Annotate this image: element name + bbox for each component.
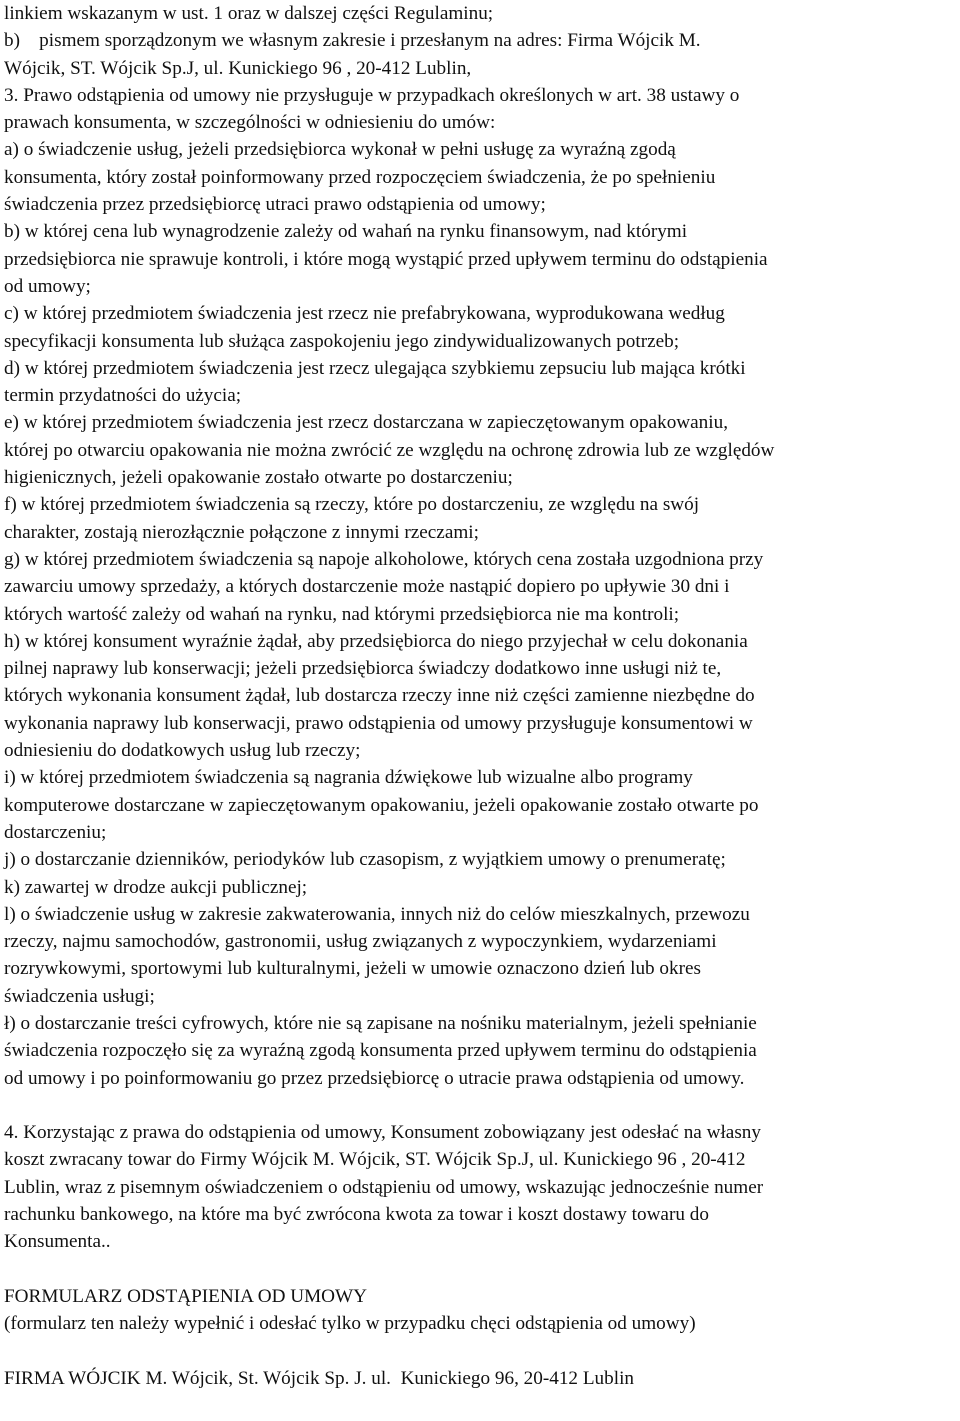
text-line: linkiem wskazanym w ust. 1 oraz w dalszej części Regulaminu; — [4, 3, 494, 24]
exception-item-d — [4, 355, 954, 410]
text-line: od umowy i po poinformowaniu go przez przedsiębiorcę o utracie prawa odstąpienia od umowy. — [4, 1067, 745, 1089]
text-line: h) w której konsument wyraźnie żądał, aby przedsiębiorca do niego przyjechał w celu dokonania — [4, 630, 748, 652]
text-line: rachunku bankowego, na które ma być zwrócona kwota za towar i koszt dostawy towaru do — [4, 1204, 709, 1226]
text-line: odniesieniu do dodatkowych usług lub rzeczy; — [4, 740, 361, 762]
text-line: f) w której przedmiotem świadczenia są rzeczy, które po dostarczeniu, ze względu na swój — [4, 494, 700, 516]
footer-address: FIRMA WÓJCIK M. Wójcik, St. Wójcik Sp. J. ul. Kunickiego 96, 20-412 Lublin — [4, 1367, 634, 1389]
text-line: przedsiębiorca nie sprawuje kontroli, i które mogą wystąpić przed upływem terminu do odstąpienia — [4, 248, 768, 270]
text-line: której po otwarciu opakowania nie można zwrócić ze względu na ochronę zdrowia lub ze względów — [4, 439, 775, 461]
text-line: g) w której przedmiotem świadczenia są napoje alkoholowe, których cena została uzgodniona przy — [4, 548, 764, 570]
exception-item-f — [4, 491, 954, 546]
exception-item-k — [4, 874, 954, 901]
text-line: j) o dostarczanie dzienników, periodyków lub czasopism, z wyjątkiem umowy o prenumeratę; — [4, 849, 726, 871]
exception-item-b — [4, 218, 954, 300]
text-line: termin przydatności do użycia; — [4, 385, 242, 407]
regulation-document — [4, 0, 954, 1392]
text-line: Lublin, wraz z pisemnym oświadczeniem o odstąpieniu od umowy, wskazując jednocześnie numer — [4, 1176, 764, 1198]
exception-item-g — [4, 546, 954, 628]
text-line: Konsumenta.. — [4, 1231, 111, 1253]
exception-item-c — [4, 300, 954, 355]
paragraph-gap — [4, 1092, 954, 1119]
exception-item-l — [4, 901, 954, 1010]
text-line: specyfikacji konsumenta lub służąca zaspokojeniu jego zindywidualizowanych potrzeb; — [4, 330, 680, 352]
text-line: zawarciu umowy sprzedaży, a których dostarczenie może nastąpić dopiero po upływie 30 dni i — [4, 576, 730, 598]
exception-item-a — [4, 136, 954, 218]
exception-item-h — [4, 628, 954, 764]
exception-item-l-stroke — [4, 1010, 954, 1092]
text-line: Wójcik, ST. Wójcik Sp.J, ul. Kunickiego 96 , 20-412 Lublin, — [4, 57, 472, 79]
section-4 — [4, 1119, 954, 1255]
text-line: higienicznych, jeżeli opakowanie zostało otwarte po dostarczeniu; — [4, 467, 513, 489]
text-line: świadczenia rozpoczęło się za wyraźną zgodą konsumenta przed upływem terminu do odstąpienia — [4, 1040, 757, 1062]
text-line: c) w której przedmiotem świadczenia jest rzecz nie prefabrykowana, wyprodukowana według — [4, 303, 725, 325]
form-header — [4, 1283, 954, 1338]
text-line: świadczenia usługi; — [4, 985, 155, 1007]
text-line: od umowy; — [4, 275, 91, 297]
text-line: d) w której przedmiotem świadczenia jest rzecz ulegająca szybkiemu zepsuciu lub mająca krótki — [4, 357, 746, 379]
text-line: których wykonania konsument żądał, lub dostarcza rzeczy inne niż części zamienne niezbędne do — [4, 685, 755, 707]
intro-block — [4, 0, 954, 136]
text-line: k) zawartej w drodze aukcji publicznej; — [4, 876, 308, 898]
text-line: 4. Korzystając z prawa do odstąpienia od umowy, Konsument zobowiązany jest odesłać na własny — [4, 1122, 761, 1144]
text-line: b) w której cena lub wynagrodzenie zależy od wahań na rynku finansowym, nad którymi — [4, 221, 688, 243]
exception-item-j — [4, 846, 954, 873]
form-title: FORMULARZ ODSTĄPIENIA OD UMOWY — [4, 1285, 367, 1307]
exception-item-i — [4, 764, 954, 846]
text-line: rzeczy, najmu samochodów, gastronomii, usług związanych z wypoczynkiem, wydarzeniami — [4, 931, 717, 953]
text-line: pilnej naprawy lub konserwacji; jeżeli przedsiębiorca świadczy dodatkowo inne usługi niż te, — [4, 658, 722, 680]
text-line: ł) o dostarczanie treści cyfrowych, które nie są zapisane na nośniku materialnym, jeżeli spełnianie — [4, 1012, 757, 1034]
text-line: i) w której przedmiotem świadczenia są nagrania dźwiękowe lub wizualne albo programy — [4, 767, 693, 789]
text-line: a) o świadczenie usług, jeżeli przedsiębiorca wykonał w pełni usługę za wyraźną zgodą — [4, 139, 676, 161]
form-subtitle: (formularz ten należy wypełnić i odesłać tylko w przypadku chęci odstąpienia od umowy) — [4, 1313, 696, 1335]
paragraph-gap — [4, 1256, 954, 1283]
text-line: których wartość zależy od wahań na rynku, nad którymi przedsiębiorca nie ma kontroli; — [4, 603, 680, 625]
text-line: koszt zwracany towar do Firmy Wójcik M. Wójcik, ST. Wójcik Sp.J, ul. Kunickiego 96 , 20-412 — [4, 1149, 746, 1171]
text-line: rozrywkowymi, sportowymi lub kulturalnymi, jeżeli w umowie oznaczono dzień lub okres — [4, 958, 701, 980]
exception-item-e — [4, 409, 954, 491]
text-line: konsumenta, który został poinformowany przed rozpoczęciem świadczenia, że po spełnieniu — [4, 166, 716, 188]
text-line: 3. Prawo odstąpienia od umowy nie przysługuje w przypadkach określonych w art. 38 ustawy o — [4, 84, 740, 106]
text-line: b) pismem sporządzonym we własnym zakresie i przesłanym na adres: Firma Wójcik M. — [4, 30, 701, 52]
text-line: charakter, zostają nierozłącznie połączone z innymi rzeczami; — [4, 521, 479, 543]
text-line: wykonania naprawy lub konserwacji, prawo odstąpienia od umowy przysługuje konsumentowi w — [4, 712, 753, 734]
text-line: prawach konsumenta, w szczególności w odniesieniu do umów: — [4, 112, 496, 134]
text-line: komputerowe dostarczane w zapieczętowanym opakowaniu, jeżeli opakowanie zostało otwarte po — [4, 794, 759, 816]
text-line: l) o świadczenie usług w zakresie zakwaterowania, innych niż do celów mieszkalnych, przewozu — [4, 903, 750, 925]
text-line: dostarczeniu; — [4, 821, 107, 843]
text-line: świadczenia przez przedsiębiorcę utraci prawo odstąpienia od umowy; — [4, 194, 546, 216]
paragraph-gap — [4, 1338, 954, 1365]
text-line: e) w której przedmiotem świadczenia jest rzecz dostarczana w zapieczętowanym opakowaniu, — [4, 412, 728, 434]
